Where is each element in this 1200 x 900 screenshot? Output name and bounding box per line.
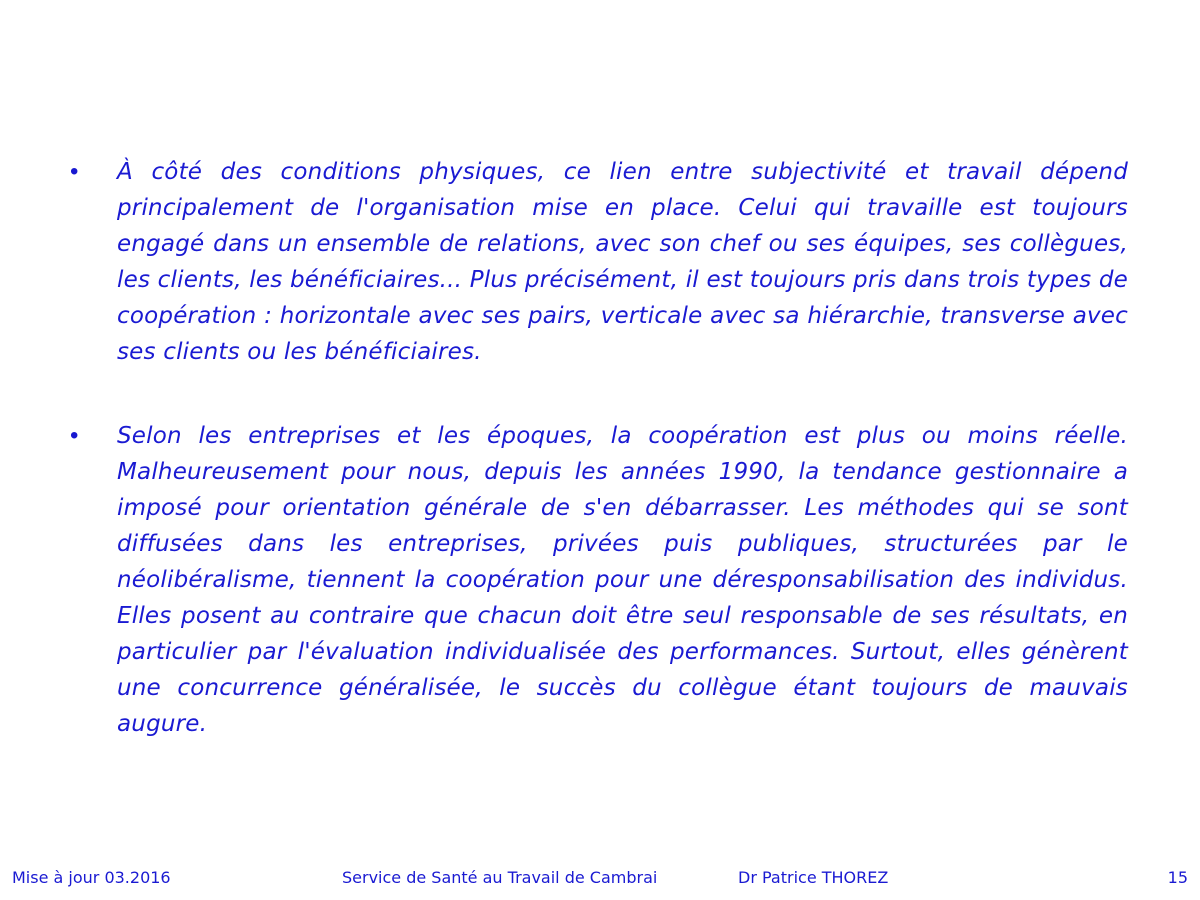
- bullet-list: [68, 154, 1128, 790]
- footer-author: Dr Patrice THOREZ: [738, 868, 889, 887]
- footer-service-name: Service de Santé au Travail de Cambrai: [342, 868, 658, 887]
- bullet-item-1: [68, 154, 1128, 370]
- bullet-text-management-trend: Selon les entreprises et les époques, la coopération est plus ou moins réelle. Malheureusement pour nous, depuis les années 1990, la tendance gestionnaire a imposé pour orientation générale de s'en débarrasser. Les méthodes qui se sont diffusées dans les entreprises, privées puis publiques, structurées par le néolibéralisme, tiennent la coopération pour une déresponsabilisation des individus. Elles posent au contraire que chacun doit être seul responsable de ses résultats, en particulier par l'évaluation individualisée des performances. Surtout, elles génèrent une concurrence généralisée, le succès du collègue étant toujours de mauvais augure.: [117, 423, 1128, 737]
- bullet-text-cooperation-types: À côté des conditions physiques, ce lien entre subjectivité et travail dépend principalement de l'organisation mise en place. Celui qui travaille est toujours engagé dans un ensemble de relations, avec son chef ou ses équipes, ses collègues, les clients, les bénéficiaires... Plus précisément, il est toujours pris dans trois types de coopération : horizontale avec ses pairs, verticale avec sa hiérarchie, transverse avec ses clients ou les bénéficiaires.: [117, 159, 1128, 365]
- slide-footer: [0, 866, 1200, 890]
- bullet-marker: •: [70, 422, 79, 449]
- footer-update-date: Mise à jour 03.2016: [12, 868, 171, 887]
- bullet-item-2: [68, 418, 1128, 742]
- bullet-marker: •: [70, 158, 79, 185]
- footer-page-number: 15: [1167, 868, 1188, 887]
